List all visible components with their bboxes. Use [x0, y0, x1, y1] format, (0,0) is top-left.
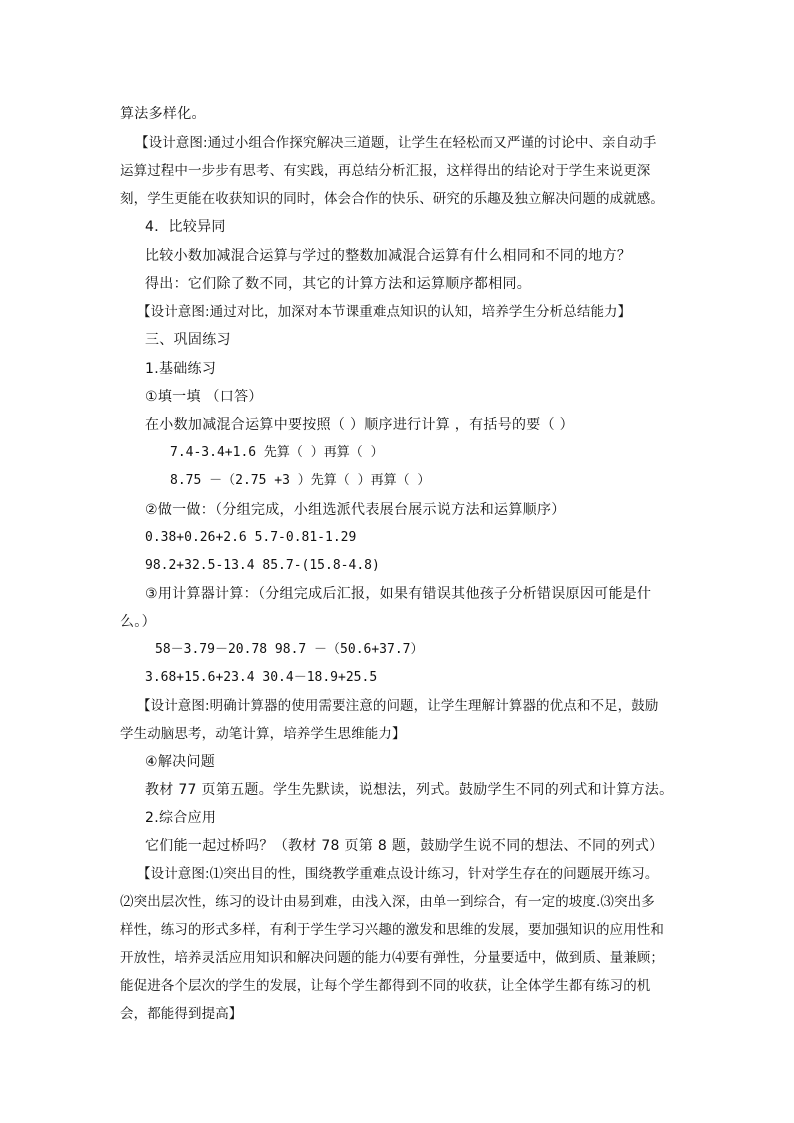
text-line: 它们能一起过桥吗？（教材 78 页第 8 题，鼓励学生说不同的想法、不同的列式）	[145, 838, 664, 854]
expression-row: 0.38+0.26+2.6 5.7-0.81-1.29	[145, 530, 357, 545]
expression-row: 3.68+15.6+23.4 30.4－18.9+25.5	[145, 670, 378, 685]
text-line: 样性，练习的形式多样，有利于学生学习兴趣的激发和思维的发展，要加强知识的应用性和	[120, 922, 664, 938]
subsection-heading: 1.基础练习	[145, 361, 217, 377]
text-line: 会，都能得到提高】	[120, 1006, 243, 1022]
fill-blank-question: 在小数加减混合运算中要按照（ ）顺序进行计算 ，有括号的要（ ）	[145, 417, 574, 433]
text-line: ⑵突出层次性，练习的设计由易到难，由浅入深，由单一到综合，有一定的坡度.⑶突出多	[120, 894, 655, 910]
section-heading: 三、巩固练习	[145, 332, 231, 348]
expression-row: 58－3.79－20.78 98.7 －（50.6+37.7）	[155, 642, 424, 657]
subsection-heading: 2.综合应用	[145, 810, 217, 826]
design-intent-note: 【设计意图:通过小组合作探究解决三道题，让学生在轻松而又严谨的讨论中、亲自动手	[135, 135, 657, 151]
text-line: 得出：它们除了数不同，其它的计算方法和运算顺序都相同。	[145, 276, 532, 292]
exercise-heading: ②做一做：（分组完成，小组选派代表展台展示说方法和运算顺序）	[145, 502, 566, 518]
text-line: 么。）	[120, 614, 156, 630]
design-intent-note: 【设计意图:明确计算器的使用需要注意的问题，让学生理解计算器的优点和不足，鼓励	[137, 698, 659, 714]
exercise-heading: ③用计算器计算：（分组完成后汇报，如果有错误其他孩子分析错误原因可能是什	[145, 586, 652, 602]
text-line: 教材 77 页第五题。学生先默读，说想法，列式。鼓励学生不同的列式和计算方法。	[145, 782, 674, 798]
text-line: 能促进各个层次的学生的发展，让每个学生都得到不同的收获，让全体学生都有练习的机	[120, 978, 651, 994]
exercise-heading: ①填一填 （口答）	[145, 389, 263, 405]
text-line: 刻，学生更能在收获知识的同时，体会合作的快乐、研究的乐趣及独立解决问题的成就感。	[120, 191, 664, 207]
text-line: 开放性，培养灵活应用知识和解决问题的能力⑷要有弹性，分量要适中，做到质、量兼顾；	[120, 950, 664, 966]
design-intent-note: 【设计意图:⑴突出目的性，围绕教学重难点设计练习，针对学生存在的问题展开练习。	[137, 866, 659, 882]
text-line: 运算过程中一步步有思考、有实践，再总结分析汇报，这样得出的结论对于学生来说更深	[120, 163, 651, 179]
design-intent-note: 【设计意图:通过对比，加深对本节课重难点知识的认知，培养学生分析总结能力】	[137, 304, 632, 320]
text-line: 学生动脑思考，动笔计算，培养学生思维能力】	[120, 726, 406, 742]
section-heading: 4．比较异同	[145, 219, 226, 235]
text-line: 比较小数加减混合运算与学过的整数加减混合运算有什么相同和不同的地方？	[145, 248, 632, 264]
text-line: 算法多样化。	[120, 106, 206, 122]
exercise-heading: ④解决问题	[145, 754, 216, 770]
fill-blank-expression: 7.4-3.4+1.6 先算（ ）再算（ ）	[170, 445, 384, 460]
expression-row: 98.2+32.5-13.4 85.7-(15.8-4.8)	[145, 558, 380, 573]
fill-blank-expression: 8.75 －（2.75 +3 ）先算（ ）再算（ ）	[170, 473, 431, 488]
